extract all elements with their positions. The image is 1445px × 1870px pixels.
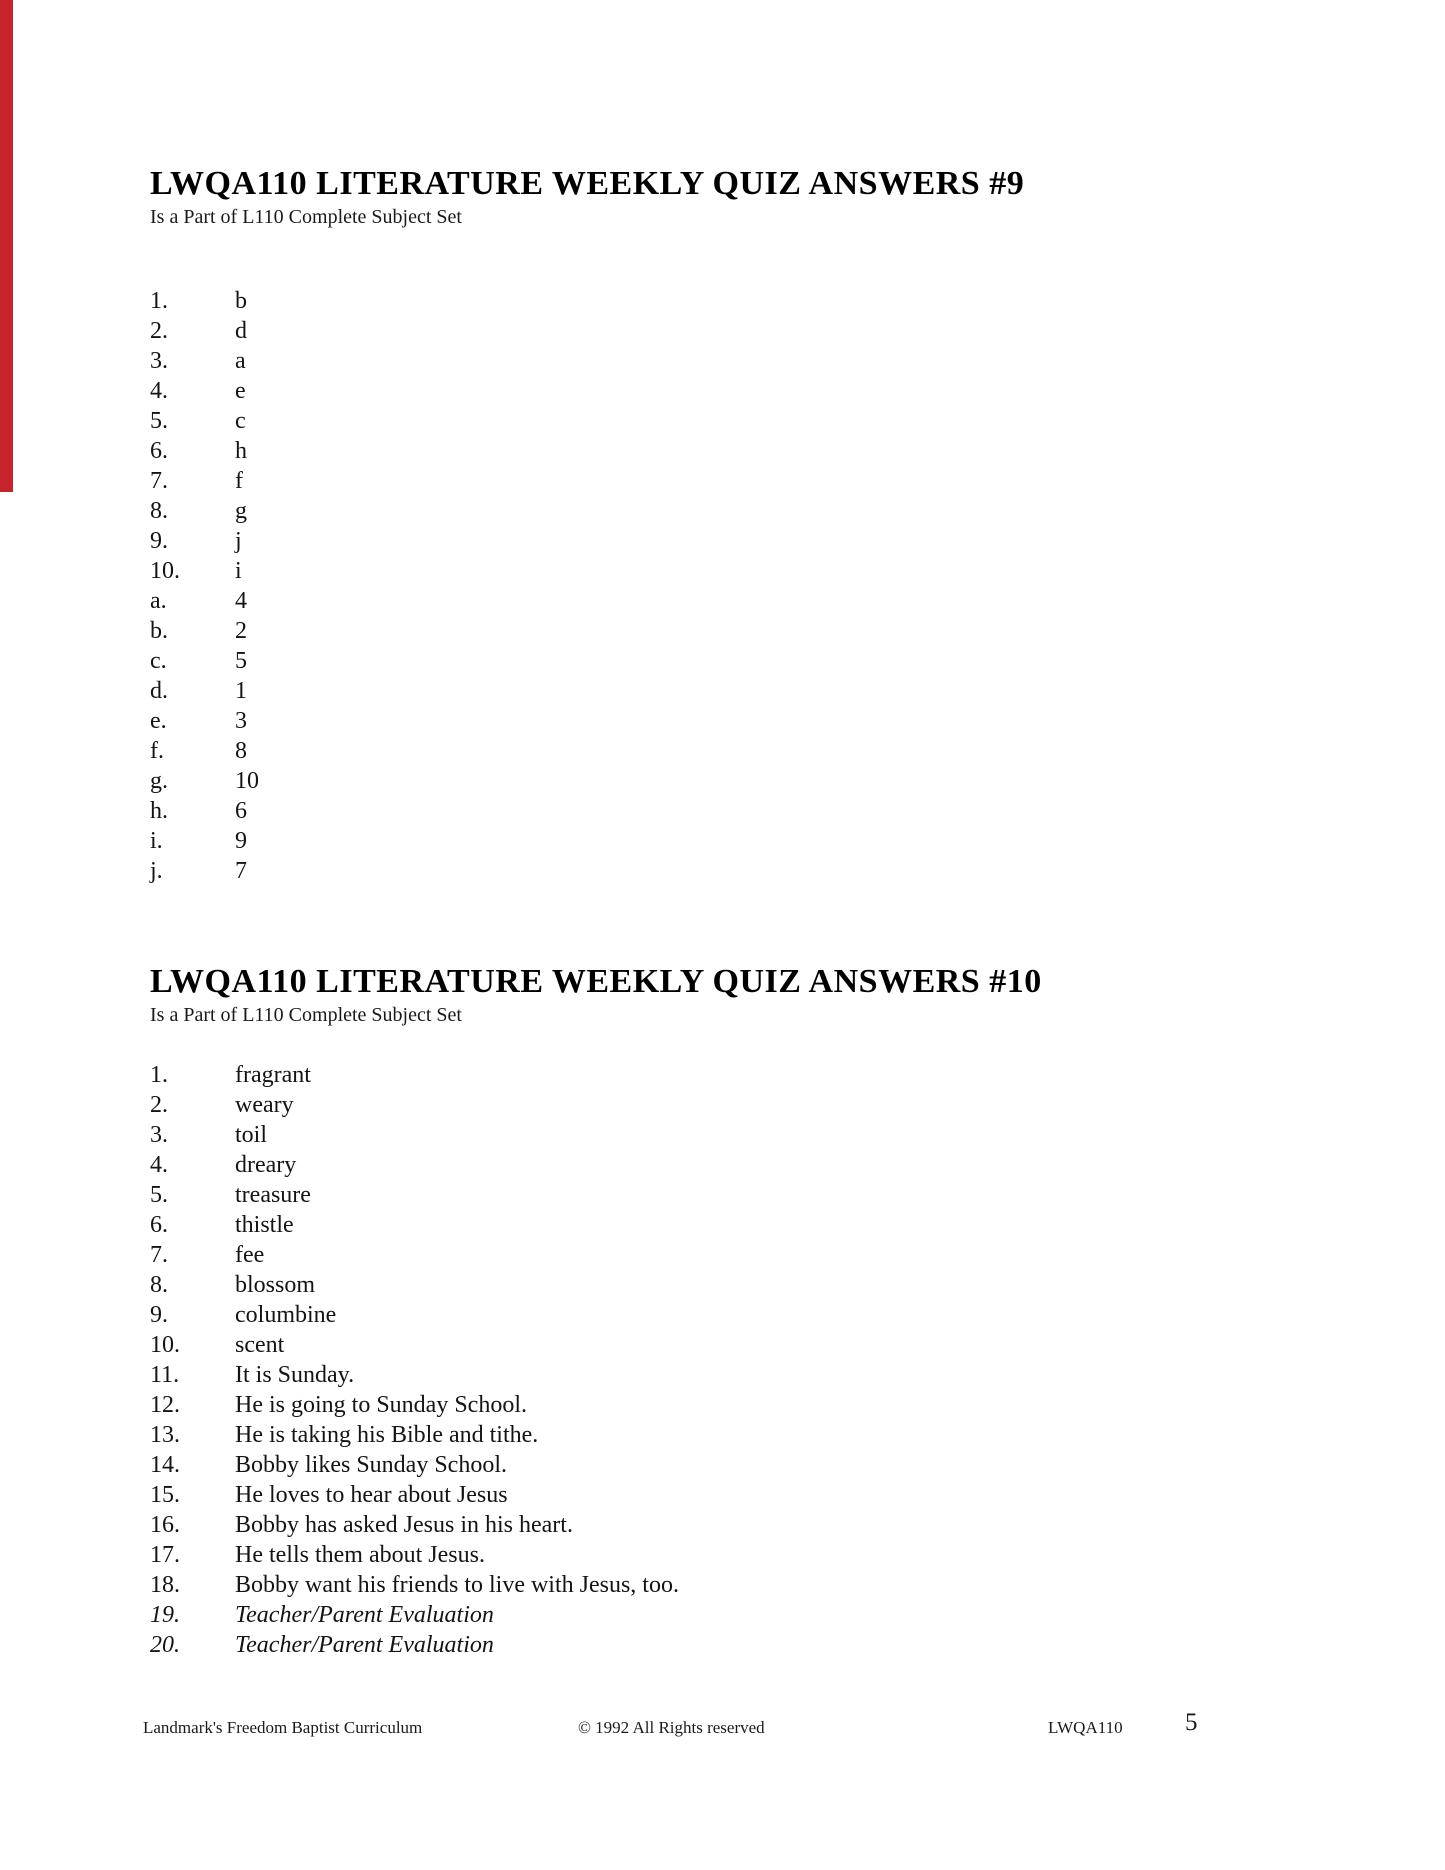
answer-value: blossom (235, 1272, 316, 1298)
answer-row (150, 586, 1300, 616)
answer-value: columbine (235, 1302, 337, 1328)
answer-value: c (235, 408, 246, 434)
answer-value: toil (235, 1122, 268, 1148)
answer-value: a (235, 348, 246, 374)
answer-label: g. (150, 768, 168, 794)
answer-row (150, 856, 1300, 886)
answer-label: 7. (150, 468, 168, 494)
answer-label: 9. (150, 528, 168, 554)
answer-label: 9. (150, 1302, 168, 1328)
footer-course-code: LWQA110 (1048, 1718, 1123, 1737)
answer-list-quiz-9 (150, 286, 1300, 886)
scan-edge-stripe (0, 0, 13, 492)
footer-publisher: Landmark's Freedom Baptist Curriculum (143, 1718, 423, 1737)
answer-row (150, 316, 1300, 346)
answer-row (150, 1450, 1300, 1480)
answer-label: a. (150, 588, 167, 614)
answer-row (150, 1270, 1300, 1300)
answer-row (150, 616, 1300, 646)
answer-value: treasure (235, 1182, 311, 1208)
answer-label: b. (150, 618, 168, 644)
answer-value: 1 (235, 678, 247, 704)
answer-label: 8. (150, 1272, 168, 1298)
answer-label: d. (150, 678, 168, 704)
answer-label: 20. (150, 1632, 180, 1658)
answer-row (150, 1600, 1300, 1630)
answer-label: 15. (150, 1482, 180, 1508)
answer-value: thistle (235, 1212, 294, 1238)
answer-label: 12. (150, 1392, 180, 1418)
quiz-answers-section-10 (150, 961, 1300, 1660)
answer-value: 7 (235, 858, 247, 884)
answer-label: 5. (150, 1182, 168, 1208)
answer-row (150, 1510, 1300, 1540)
footer-page-number: 5 (1185, 1709, 1198, 1736)
answer-value: He is going to Sunday School. (235, 1392, 527, 1418)
answer-row (150, 1240, 1300, 1270)
answer-row (150, 796, 1300, 826)
answer-row (150, 1630, 1300, 1660)
answer-label: 13. (150, 1422, 180, 1448)
answer-row (150, 466, 1300, 496)
answer-label: 7. (150, 1242, 168, 1268)
quiz-answers-section-9 (150, 163, 1300, 886)
page-footer (0, 1709, 1445, 1744)
answer-row (150, 1330, 1300, 1360)
answer-label: 1. (150, 1062, 168, 1088)
answer-label: 10. (150, 1332, 180, 1358)
answer-row (150, 1120, 1300, 1150)
answer-value: i (235, 558, 242, 584)
page-content (150, 163, 1300, 1660)
section-subtitle: Is a Part of L110 Complete Subject Set (150, 206, 462, 228)
answer-row (150, 1540, 1300, 1570)
answer-value: j (235, 528, 242, 554)
answer-value: 8 (235, 738, 247, 764)
answer-label: 3. (150, 348, 168, 374)
answer-value: 2 (235, 618, 247, 644)
section-title: LWQA110 LITERATURE WEEKLY QUIZ ANSWERS #10 (150, 963, 1042, 1000)
answer-value: e (235, 378, 246, 404)
answer-label: 11. (150, 1362, 180, 1388)
answer-row (150, 286, 1300, 316)
answer-row (150, 1570, 1300, 1600)
answer-value: Bobby likes Sunday School. (235, 1452, 508, 1478)
answer-row (150, 1060, 1300, 1090)
answer-label: 6. (150, 438, 168, 464)
answer-row (150, 1390, 1300, 1420)
answer-value: scent (235, 1332, 285, 1358)
answer-value: h (235, 438, 247, 464)
answer-row (150, 526, 1300, 556)
answer-value: He is taking his Bible and tithe. (235, 1422, 539, 1448)
answer-row (150, 436, 1300, 466)
answer-label: 6. (150, 1212, 168, 1238)
answer-row (150, 646, 1300, 676)
answer-row (150, 676, 1300, 706)
answer-row (150, 406, 1300, 436)
answer-value: b (235, 288, 247, 314)
answer-label: c. (150, 648, 167, 674)
answer-row (150, 1300, 1300, 1330)
answer-value: He loves to hear about Jesus (235, 1482, 508, 1508)
answer-row (150, 706, 1300, 736)
answer-value: 10 (235, 768, 259, 794)
answer-label: i. (150, 828, 163, 854)
answer-value: 3 (235, 708, 247, 734)
answer-value: 5 (235, 648, 247, 674)
answer-value: f (235, 468, 243, 494)
answer-label: 17. (150, 1542, 180, 1568)
answer-label: 1. (150, 288, 168, 314)
answer-label: 18. (150, 1572, 180, 1598)
answer-label: h. (150, 798, 168, 824)
answer-label: 16. (150, 1512, 180, 1538)
answer-label: 5. (150, 408, 168, 434)
answer-row (150, 346, 1300, 376)
footer-copyright: © 1992 All Rights reserved (578, 1718, 765, 1737)
answer-row (150, 826, 1300, 856)
answer-label: e. (150, 708, 167, 734)
answer-label: f. (150, 738, 164, 764)
answer-value: 6 (235, 798, 247, 824)
answer-row (150, 496, 1300, 526)
answer-value: Bobby has asked Jesus in his heart. (235, 1512, 573, 1538)
answer-row (150, 736, 1300, 766)
answer-value: dreary (235, 1152, 297, 1178)
answer-label: 3. (150, 1122, 168, 1148)
answer-value: d (235, 318, 247, 344)
answer-row (150, 1090, 1300, 1120)
answer-value: Bobby want his friends to live with Jesus, too. (235, 1572, 679, 1598)
answer-list-quiz-10 (150, 1060, 1300, 1660)
answer-label: 10. (150, 558, 180, 584)
answer-row (150, 1210, 1300, 1240)
answer-label: 19. (150, 1602, 180, 1628)
answer-row (150, 766, 1300, 796)
answer-label: 14. (150, 1452, 180, 1478)
answer-row (150, 1420, 1300, 1450)
answer-value: g (235, 498, 247, 524)
answer-row (150, 1180, 1300, 1210)
answer-label: 4. (150, 1152, 168, 1178)
answer-label: j. (150, 858, 163, 884)
answer-value: 9 (235, 828, 247, 854)
section-subtitle: Is a Part of L110 Complete Subject Set (150, 1004, 462, 1026)
answer-value: He tells them about Jesus. (235, 1542, 485, 1568)
answer-value: Teacher/Parent Evaluation (235, 1602, 494, 1628)
answer-value: fragrant (235, 1062, 311, 1088)
answer-label: 2. (150, 318, 168, 344)
answer-value: weary (235, 1092, 294, 1118)
answer-row (150, 1150, 1300, 1180)
answer-row (150, 1360, 1300, 1390)
answer-row (150, 1480, 1300, 1510)
answer-value: 4 (235, 588, 247, 614)
section-title: LWQA110 LITERATURE WEEKLY QUIZ ANSWERS #9 (150, 165, 1025, 202)
answer-label: 4. (150, 378, 168, 404)
answer-label: 2. (150, 1092, 168, 1118)
answer-value: It is Sunday. (235, 1362, 355, 1388)
answer-label: 8. (150, 498, 168, 524)
answer-row (150, 556, 1300, 586)
answer-value: fee (235, 1242, 265, 1268)
answer-row (150, 376, 1300, 406)
answer-value: Teacher/Parent Evaluation (235, 1632, 494, 1658)
